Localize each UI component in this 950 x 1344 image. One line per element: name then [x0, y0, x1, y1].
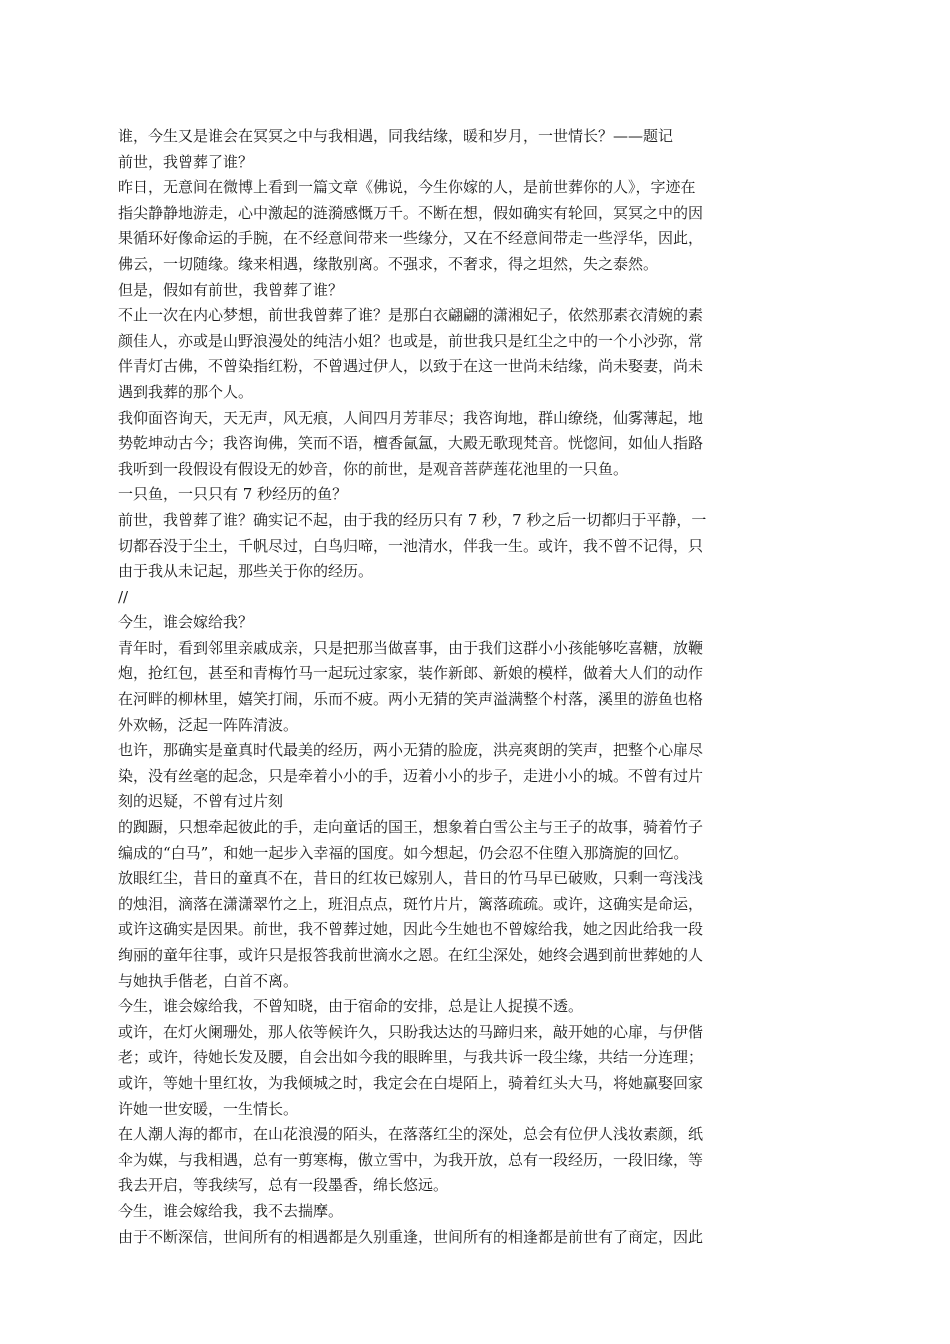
text-line: // — [118, 587, 129, 606]
text-line: 与她执手偕老，白首不离。 — [118, 971, 299, 990]
text-line: 佛云，一切随缘。缘来相遇，缘散别离。不强求，不奢求，得之坦然，失之泰然。 — [118, 254, 659, 273]
text-line: 伴青灯古佛，不曾染指红粉，不曾遇过伊人，以致于在这一世尚未结缘，尚未娶妻，尚未 — [118, 357, 704, 376]
text-line: 但是，假如有前世，我曾葬了谁？ — [118, 280, 344, 299]
text-line: 或许，在灯火阑珊处，那人依等候许久，只盼我达达的马蹄归来，敲开她的心扉，与伊偕 — [118, 1022, 704, 1041]
text-line: 颜佳人，亦或是山野浪漫处的纯洁小姐？也或是，前世我只是红尘之中的一个小沙弥，常 — [118, 331, 704, 350]
document-body — [118, 124, 814, 1250]
text-line: 在河畔的柳林里，嬉笑打闹，乐而不疲。两小无猜的笑声溢满整个村落，溪里的游鱼也格 — [118, 690, 704, 709]
text-line: 我去开启，等我续写，总有一段墨香，绵长悠远。 — [118, 1176, 449, 1195]
text-line: 由于我从未记起，那些关于你的经历。 — [118, 562, 374, 581]
text-line: 伞为媒，与我相遇，总有一剪寒梅，傲立雪中，为我开放，总有一段经历，一段旧缘，等 — [118, 1150, 704, 1169]
text-line: 今生，谁会嫁给我，不曾知晓，由于宿命的安排，总是让人捉摸不透。 — [118, 997, 584, 1016]
text-line: 前世，我曾葬了谁？ — [118, 152, 254, 171]
text-line: 昨日，无意间在微博上看到一篇文章《佛说，今生你嫁的人，是前世葬你的人》，字迹在 — [118, 178, 696, 197]
text-line: 势乾坤动古今；我咨询佛，笑而不语，檀香氤氲，大殿无歌现梵音。恍惚间，如仙人指路 — [118, 434, 704, 453]
text-line: 谁，今生又是谁会在冥冥之中与我相遇，同我结缘，暖和岁月，一世情长？——题记 — [118, 127, 674, 145]
text-line: 许她一世安暖，一生情长。 — [118, 1099, 299, 1118]
text-line: 染，没有丝毫的起念，只是牵着小小的手，迈着小小的步子，走进小小的城。不曾有过片 — [118, 766, 704, 785]
text-line: 外欢畅，泛起一阵阵清波。 — [118, 715, 299, 734]
text-line: 切都吞没于尘土，千帆尽过，白鸟归啼，一池清水，伴我一生。或许，我不曾不记得，只 — [118, 536, 704, 555]
text-line: 今生，谁会嫁给我？ — [118, 613, 254, 632]
text-line: 也许，那确实是童真时代最美的经历，两小无猜的脸庞，洪亮爽朗的笑声，把整个心扉尽 — [118, 741, 704, 760]
text-line: 前世，我曾葬了谁？确实记不起，由于我的经历只有 7 秒，7 秒之后一切都归于平静，一 — [118, 510, 707, 529]
text-line: 一只鱼，一只只有 7 秒经历的鱼？ — [118, 485, 348, 504]
text-line: 由于不断深信，世间所有的相遇都是久别重逢，世间所有的相逢都是前世有了商定，因此 — [118, 1227, 704, 1246]
text-line: 今生，谁会嫁给我，我不去揣摩。 — [118, 1201, 344, 1220]
text-line: 我听到一段假设有假设无的妙音，你的前世，是观音菩萨莲花池里的一只鱼。 — [118, 459, 629, 478]
text-line: 或许，等她十里红妆，为我倾城之时，我定会在白堤陌上，骑着红头大马，将她赢娶回家 — [118, 1073, 704, 1092]
text-line: 我仰面咨询天，天无声，风无痕，人间四月芳菲尽；我咨询地，群山缭绕，仙雾薄起，地 — [118, 408, 704, 427]
text-line: 编成的“白马”，和她一起步入幸福的国度。如今想起，仍会忍不住堕入那旖旎的回忆。 — [118, 843, 689, 862]
text-line: 绚丽的童年往事，或许只是报答我前世滴水之恩。在红尘深处，她终会遇到前世葬她的人 — [118, 946, 704, 964]
text-line: 或许这确实是因果。前世，我不曾葬过她，因此今生她也不曾嫁给我，她之因此给我一段 — [118, 920, 704, 939]
text-line: 炮，抢红包，甚至和青梅竹马一起玩过家家，装作新郎、新娘的模样，做着大人们的动作 — [118, 664, 704, 683]
text-line: 指尖静静地游走，心中激起的涟漪感慨万千。不断在想，假如确实有轮回，冥冥之中的因 — [118, 203, 704, 222]
text-line: 刻的迟疑，不曾有过片刻 — [118, 792, 284, 811]
text-line: 在人潮人海的都市，在山花浪漫的陌头，在落落红尘的深处，总会有位伊人浅妆素颜，纸 — [118, 1125, 704, 1144]
text-line: 放眼红尘，昔日的童真不在，昔日的红妆已嫁别人，昔日的竹马早已破败，只剩一弯浅浅 — [118, 869, 704, 888]
text-line: 遇到我葬的那个人。 — [118, 382, 254, 401]
text-line: 的踟蹰，只想牵起彼此的手，走向童话的国王，想象着白雪公主与王子的故事，骑着竹子 — [118, 818, 704, 837]
text-line: 的烛泪，滴落在潇潇翠竹之上，班泪点点，斑竹片片，篱落疏疏。或许，这确实是命运， — [118, 894, 704, 913]
text-line: 果循环好像命运的手腕，在不经意间带来一些缘分，又在不经意间带走一些浮华，因此， — [118, 229, 704, 248]
text-line: 不止一次在内心梦想，前世我曾葬了谁？是那白衣翩翩的潇湘妃子，依然那素衣清婉的素 — [118, 306, 704, 325]
text-line: 青年时，看到邻里亲戚成亲，只是把那当做喜事，由于我们这群小小孩能够吃喜糖，放鞭 — [118, 638, 704, 657]
text-line: 老；或许，待她长发及腰，自会出如今我的眼眸里，与我共诉一段尘缘，共结一分连理； — [118, 1048, 704, 1067]
